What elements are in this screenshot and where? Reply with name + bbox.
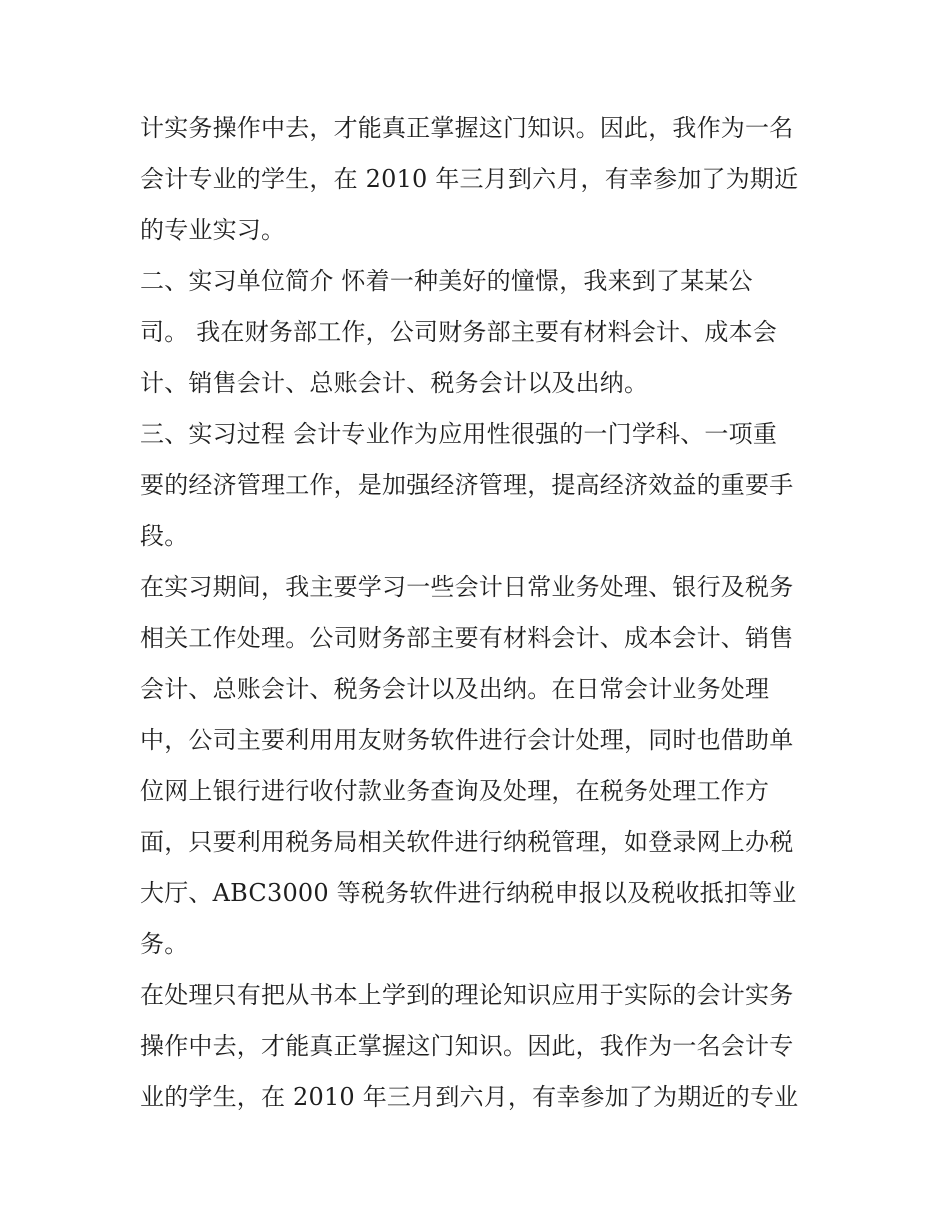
text-line: 大厅、ABC3000 等税务软件进行纳税申报以及税收抵扣等业 bbox=[140, 879, 797, 907]
document-body bbox=[140, 103, 820, 1123]
text-line: 务。 bbox=[140, 930, 189, 958]
text-line: 要的经济管理工作，是加强经济管理，提高经济效益的重要手 bbox=[140, 471, 794, 499]
text-line: 操作中去，才能真正掌握这门知识。因此，我作为一名会计专 bbox=[140, 1032, 794, 1060]
text-line: 司。 我在财务部工作，公司财务部主要有材料会计、成本会 bbox=[140, 318, 778, 346]
text-line: 的专业实习。 bbox=[140, 216, 286, 244]
text-line: 会计专业的学生，在 2010 年三月到六月，有幸参加了为期近 bbox=[140, 165, 799, 193]
text-line: 在实习期间，我主要学习一些会计日常业务处理、银行及税务 bbox=[140, 573, 794, 601]
text-line: 会计、总账会计、税务会计以及出纳。在日常会计业务处理 bbox=[140, 675, 770, 703]
text-line: 二、实习单位简介 怀着一种美好的憧憬，我来到了某某公 bbox=[140, 267, 753, 295]
text-line: 三、实习过程 会计专业作为应用性很强的一门学科、一项重 bbox=[140, 420, 778, 448]
text-line: 相关工作处理。公司财务部主要有材料会计、成本会计、销售 bbox=[140, 624, 794, 652]
text-line: 中，公司主要利用用友财务软件进行会计处理，同时也借助单 bbox=[140, 726, 794, 754]
text-line: 计、销售会计、总账会计、税务会计以及出纳。 bbox=[140, 369, 649, 397]
text-line: 在处理只有把从书本上学到的理论知识应用于实际的会计实务 bbox=[140, 981, 794, 1009]
text-line: 计实务操作中去，才能真正掌握这门知识。因此，我作为一名 bbox=[140, 114, 794, 142]
text-line: 业的学生，在 2010 年三月到六月，有幸参加了为期近的专业 bbox=[140, 1083, 799, 1111]
text-line: 位网上银行进行收付款业务查询及处理，在税务处理工作方 bbox=[140, 777, 770, 805]
text-line: 面，只要利用税务局相关软件进行纳税管理，如登录网上办税 bbox=[140, 828, 794, 856]
text-line: 段。 bbox=[140, 522, 189, 550]
